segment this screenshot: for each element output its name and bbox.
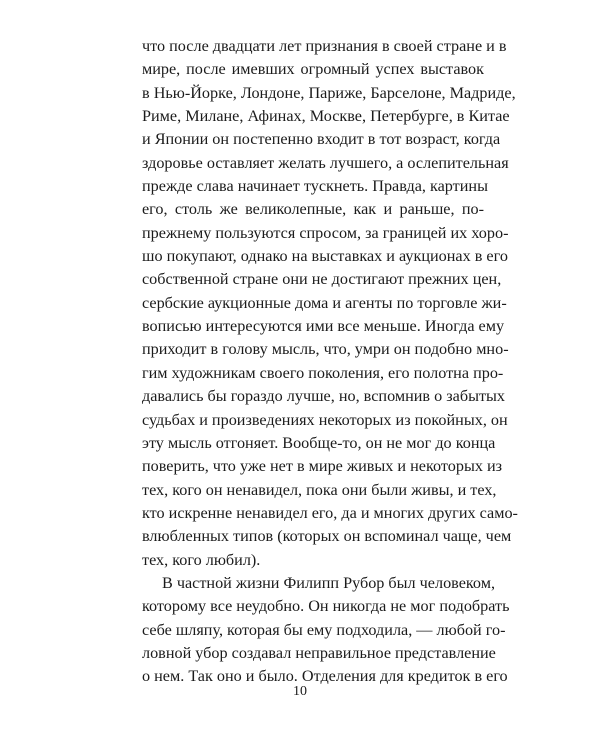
text-line: Риме, Милане, Афинах, Москве, Петербурге, в Китае [142, 107, 510, 126]
text-line: сербские аукционные дома и агенты по торговле жи- [142, 293, 507, 312]
text-line: прежнему пользуются спросом, за границей их хоро- [142, 223, 509, 242]
text-line: о нем. Так оно и было. Отделения для кредиток в его [142, 667, 508, 686]
page-number: 10 [293, 684, 307, 699]
text-line: В частной жизни Филипп Рубор был человеком, [162, 573, 496, 592]
text-line: эту мысль отгоняет. Вообще-то, он не мог до конца [142, 433, 496, 452]
text-line: себе шляпу, которая бы ему подходила, — любой го- [142, 620, 506, 639]
text-line: что после двадцати лет признания в своей стране и в [142, 37, 507, 55]
text-line: здоровье оставляет желать лучшего, а ослепительная [142, 153, 509, 172]
text-line: гим художникам своего поколения, его полотна про- [142, 363, 504, 382]
text-line: в Нью-Йорке, Лондоне, Париже, Барселоне, Мадриде, [142, 83, 516, 102]
text-line: вописью интересуются ими все меньше. Иногда ему [142, 317, 505, 336]
text-line: и Японии он постепенно входит в тот возраст, когда [142, 130, 501, 149]
text-line: его, столь же великолепные, как и раньше, по- [142, 200, 484, 219]
text-line: поверить, что уже нет в мире живых и некоторых из [142, 457, 503, 476]
text-line: тех, кого он ненавидел, пока они были живы, и тех, [142, 480, 497, 499]
text-line: шо покупают, однако на выставках и аукционах в его [142, 247, 508, 266]
text-line: прежде слава начинает тускнеть. Правда, картины [142, 177, 488, 196]
paragraph-1 [142, 35, 518, 572]
text-line: приходит в голову мысль, что, умри он подобно мно- [142, 340, 509, 359]
text-line: ловной убор создавал неправильное представление [142, 643, 496, 662]
text-line: мире, после имевших огромный успех выставок [142, 60, 484, 79]
text-line: кто искренне ненавидел его, да и многих других само- [142, 503, 518, 522]
paragraph-2 [142, 572, 510, 689]
text-line: которому все неудобно. Он никогда не мог подобрать [142, 597, 510, 616]
text-line: влюбленных типов (которых он вспоминал чаще, чем [142, 527, 512, 546]
text-line: тех, кого любил). [142, 550, 261, 569]
text-line: собственной стране они не достигают прежних цен, [142, 270, 502, 289]
text-line: судьбах и произведениях некоторых из покойных, он [142, 410, 508, 429]
text-line: давались бы гораздо лучше, но, вспомнив о забытых [142, 387, 506, 406]
body-text [142, 35, 518, 689]
